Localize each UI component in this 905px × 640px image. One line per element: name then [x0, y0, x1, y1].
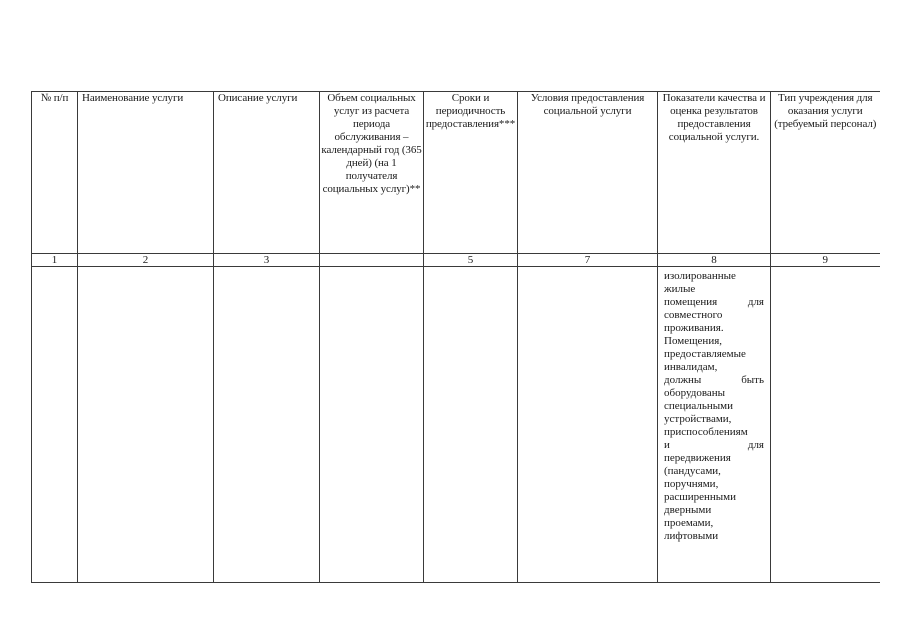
- quality-text-word: помещения: [664, 296, 718, 308]
- quality-text-line: расширенными: [664, 491, 737, 503]
- column-number-row: [32, 254, 880, 267]
- quality-text-line: совместного: [664, 309, 723, 321]
- column-number-5: 5: [424, 254, 518, 267]
- quality-text-line: инвалидам,: [664, 361, 718, 373]
- quality-text-line: поручнями,: [664, 478, 719, 490]
- cell-service-description: [214, 267, 320, 583]
- quality-text-line: устройствами,: [664, 413, 732, 425]
- cell-provision-conditions: [518, 267, 658, 583]
- quality-text-line: приспособлениям: [664, 426, 748, 438]
- cell-row-number: [32, 267, 78, 583]
- table-row: [32, 267, 880, 583]
- header-provision-conditions: Условия предоставления социальной услуги: [518, 92, 658, 254]
- quality-text-line: лифтовыми: [664, 530, 719, 542]
- quality-text-line: [664, 296, 764, 309]
- header-row: [32, 92, 880, 254]
- quality-text-line: дверными: [664, 504, 712, 516]
- column-number-4: [320, 254, 424, 267]
- quality-text-line: проживания.: [664, 322, 724, 334]
- quality-text-word: и: [664, 439, 670, 451]
- quality-text-line: Помещения,: [664, 335, 723, 347]
- quality-text-line: проемами,: [664, 517, 714, 529]
- header-row-number: № п/п: [32, 92, 78, 254]
- cell-terms-periodicity: [424, 267, 518, 583]
- header-quality-indicators: Показатели качества и оценка результатов предоставления социальной услуги.: [658, 92, 771, 254]
- quality-text-line: предоставляемые: [664, 348, 746, 360]
- header-service-volume: Объем социальных услуг из расчета периода обслуживания – календарный год (365 дней) (на 1 получателя социальных услуг)**: [320, 92, 424, 254]
- quality-text-line: жилые: [664, 283, 696, 295]
- cell-service-name: [78, 267, 214, 583]
- column-number-1: 1: [32, 254, 78, 267]
- quality-text-line: (пандусами,: [664, 465, 721, 477]
- social-services-table: [31, 91, 880, 583]
- quality-text-line: [664, 374, 764, 387]
- quality-text-line: [664, 439, 764, 452]
- cell-institution-type: [771, 267, 880, 583]
- header-service-description: Описание услуги: [214, 92, 320, 254]
- quality-text-line: передвижения: [664, 452, 731, 464]
- column-number-6: 7: [518, 254, 658, 267]
- header-terms-periodicity: Сроки и периодичность предоставления***: [424, 92, 518, 254]
- column-number-8: 9: [771, 254, 880, 267]
- quality-text-line: изолированные: [664, 270, 736, 282]
- quality-text-line: оборудованы: [664, 387, 726, 399]
- column-number-3: 3: [214, 254, 320, 267]
- column-number-2: 2: [78, 254, 214, 267]
- quality-text-word: для: [747, 296, 764, 308]
- quality-text-word: должны: [664, 374, 702, 386]
- quality-text-word: быть: [741, 374, 764, 386]
- quality-text-line: специальными: [664, 400, 734, 412]
- column-number-7: 8: [658, 254, 771, 267]
- header-institution-type: Тип учреждения для оказания услуги (требуемый персонал): [771, 92, 880, 254]
- cell-quality-indicators: [658, 267, 771, 583]
- cell-service-volume: [320, 267, 424, 583]
- quality-text-word: для: [747, 439, 764, 451]
- header-service-name: Наименование услуги: [78, 92, 214, 254]
